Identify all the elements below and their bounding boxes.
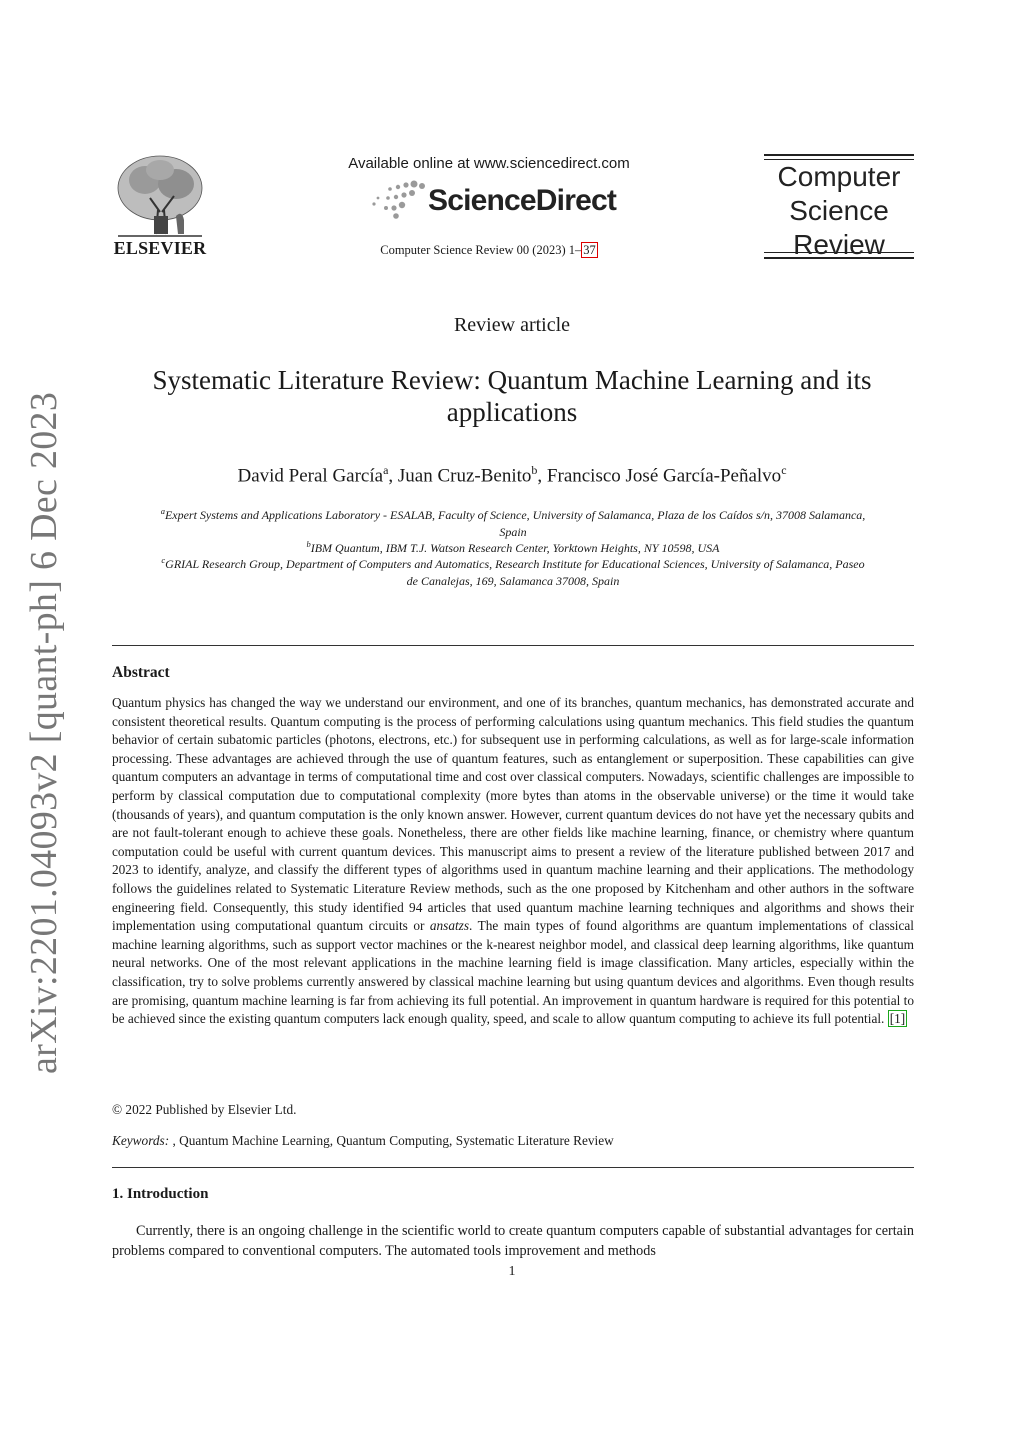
journal-citation-line xyxy=(330,243,648,258)
journal-box-rule-bottom xyxy=(764,257,914,259)
sciencedirect-wordmark: ScienceDirect xyxy=(428,184,617,217)
paper-title-line-1: Systematic Literature Review: Quantum Machine Learning and its xyxy=(152,365,872,395)
author-separator: , xyxy=(537,465,547,487)
affiliation-a xyxy=(112,503,914,540)
article-type: Review article xyxy=(453,314,571,336)
keywords-text: , Quantum Machine Learning, Quantum Computing, Systematic Literature Review xyxy=(169,1133,614,1148)
abstract-body xyxy=(112,694,914,1029)
journal-box-rule-top xyxy=(764,154,914,156)
affiliation-mark: b xyxy=(306,539,311,549)
author-name: Juan Cruz-Benito xyxy=(397,465,532,487)
abstract-heading: Abstract xyxy=(112,664,170,681)
section-heading-introduction: 1. Introduction xyxy=(112,1186,209,1202)
affiliation-text: IBM Quantum, IBM T.J. Watson Research Center, Yorktown Heights, NY 10598, USA xyxy=(310,541,720,555)
journal-box-rule-bottom-thin xyxy=(764,252,914,253)
affiliation-text-cont: de Canalejas, 169, Salamanca 37008, Spain xyxy=(406,573,620,588)
keywords-label: Keywords: xyxy=(112,1133,170,1148)
author-affiliation-mark: a xyxy=(383,463,389,477)
available-online-text: Available online at www.sciencedirect.com xyxy=(348,155,630,172)
abstract-top-rule xyxy=(112,645,914,646)
author-affiliation-mark: b xyxy=(531,463,538,477)
arxiv-identifier: arXiv:2201.04093v2 [quant-ph] 6 Dec 2023 xyxy=(23,391,65,1074)
affiliation-mark: c xyxy=(161,555,166,565)
journal-title-line-1: Computer xyxy=(777,161,901,192)
affiliation-c xyxy=(112,552,914,589)
citation-link[interactable]: [1] xyxy=(889,1011,906,1027)
abstract-text: Quantum physics has changed the way we understand our environment, and one of its branches, quantum mechanics, has demonstrated accurate and consistent theoretical results. Quantum computing is the process of performing calculations using quantum mechanics. This field studies the quantum behavior of certain subatomic particles (photons, electrons, etc.) for subsequent use in performing calculations, as well as for large-scale information processing. These advantages are achieved through the use of quantum features, such as entanglement or superposition. These capabilities can give quantum computers an advantage in terms of computational time and cost over classical computers. Nowadays, scientific challenges are impossible to perform by classical computation due to computational complexity (more bytes than atoms in the observable universe) or the time it would take (thousands of years), and quantum computation is the only known answer. However, current quantum devices do not have yet the necessary qubits and are not fault-tolerant enough to achieve these goals. Nonetheless, there are other fields like machine learning, finance, or chemistry where quantum computation could be useful with current quantum devices. This manuscript aims to present a review of the literature published between 2017 and 2023 to identify, analyze, and classify the different types of algorithms used in quantum machine learning and their applications. The methodology follows the guidelines related to Systematic Literature Review methods, such as the one proposed by Kitchenham and other authors in the software engineering field. Consequently, this study identified 94 articles that used quantum machine learning techniques and algorithms and shows their implementation using computational quantum circuits or xyxy=(112,695,914,934)
keywords-bottom-rule xyxy=(112,1167,914,1168)
author-affiliation-mark: c xyxy=(781,463,787,477)
journal-title-box xyxy=(764,154,914,260)
abstract-italic-term: ansatzs xyxy=(429,918,470,934)
author-list xyxy=(112,463,912,487)
journal-title-line-2: Science xyxy=(789,195,889,226)
keywords-line xyxy=(112,1133,614,1149)
author-name: Francisco José García-Peñalvo xyxy=(546,465,782,487)
copyright-notice: © 2022 Published by Elsevier Ltd. xyxy=(112,1102,297,1117)
introduction-paragraph: Currently, there is an ongoing challenge in the scientific world to create quantum computers capable of substantial advantages for certain problems compared to conventional computers. The automated tools improvement and methods xyxy=(112,1223,914,1259)
abstract-text-cont: . The main types of found algorithms are quantum implementations of classical machine learning algorithms, such as support vector machines or the k-nearest neighbor model, and classical deep learning algorithms, like quantum neural networks. One of the most relevant applications in the machine learning field is image classification. Many articles, especially within the classification, try to solve problems currently answered by classical machine learning but using quantum devices and algorithms. Even though results are promising, quantum machine learning is far from achieving its full potential. An improvement in quantum hardware is required for this potential to be achieved since the existing quantum computers lack enough quality, speed, and scale to allow quantum computing to achieve its full potential. xyxy=(112,918,914,1027)
page-number: 1 xyxy=(508,1264,516,1279)
journal-title-line-3: Review xyxy=(793,229,885,260)
paper-title xyxy=(112,364,912,428)
author-name: David Peral García xyxy=(237,465,384,487)
last-page-link[interactable]: 37 xyxy=(583,243,596,257)
affiliation-text: GRIAL Research Group, Department of Computers and Automatics, Research Institute for Educational Sciences, University of Salamanca, Paseo xyxy=(165,557,865,571)
journal-title xyxy=(764,160,914,262)
publisher-name: ELSEVIER xyxy=(113,238,207,258)
journal-citation-text: Computer Science Review 00 (2023) 1– xyxy=(380,243,582,257)
paper-title-line-2: applications xyxy=(446,397,578,427)
affiliation-text: Expert Systems and Applications Laboratory - ESALAB, Faculty of Science, University of Salamanca, Plaza de los Caídos s/n, 37008 Salamanca, xyxy=(164,508,866,522)
affiliation-text-cont: Spain xyxy=(499,524,527,539)
sciencedirect-dots-icon xyxy=(368,178,428,220)
author-separator: , xyxy=(388,465,398,487)
affiliation-mark: a xyxy=(160,506,165,516)
